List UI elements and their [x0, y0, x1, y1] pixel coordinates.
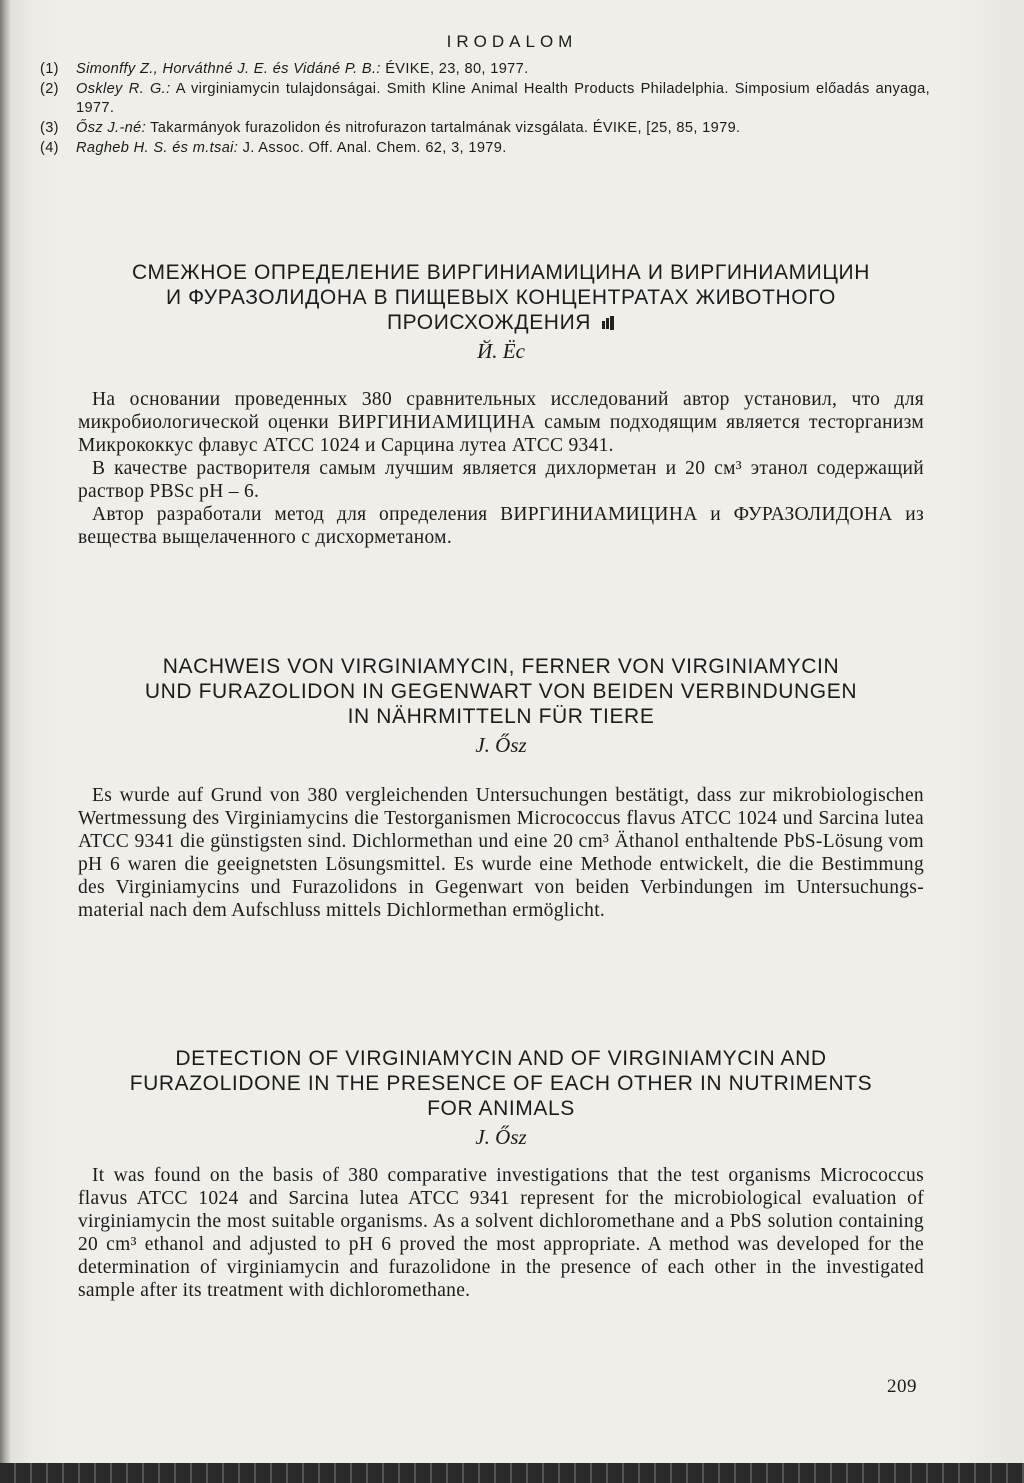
abstract-author: J. Ősz [475, 733, 527, 757]
page-number: 209 [887, 1376, 917, 1397]
abstract-title: СМЕЖНОЕ ОПРЕДЕЛЕНИЕ ВИРГИНИАМИЦИНА И ВИРГИНИАМИЦИН И ФУРАЗОЛИДОНА В ПИЩЕВЫХ КОНЦЕНТРАТАХ ЖИВОТНОГО ПРОИСХОЖДЕНИЯ [132, 261, 870, 334]
reference-list [40, 60, 930, 159]
reference-text: A virginiamycin tulajdonságai. Smith Kline Animal Health Products Philadelphia. Simposium előadás anyaga, 1977. [76, 81, 930, 116]
abstract-body [78, 784, 924, 922]
ink-mark-icon [601, 315, 615, 331]
abstract-paragraph: На основании проведенных 380 сравнительных исследований автор установил, что для микробиологической оценки ВИРГИНИАМИЦИНА самым подходящим является тесторганизм Микрококкус флавус АТСС 1024 и Сарцина лутеа АТСС 9341. [78, 389, 924, 456]
running-head: IRODALOM [446, 32, 578, 51]
reference-number: (1) [40, 61, 59, 77]
abstract-paragraph: Автор разработали метод для определения ВИРГИНИАМИЦИНА и ФУРАЗОЛИДОНА из вещества выщелаченного с дисхорметаном. [78, 504, 924, 548]
binding-edge [0, 0, 10, 1483]
abstract-english [78, 1046, 924, 1302]
abstract-author: Й. Ёс [477, 339, 525, 363]
abstract-body [78, 1164, 924, 1302]
abstract-paragraph: Es wurde auf Grund von 380 vergleichenden Untersuchungen bestätigt, dass zur mikrobiologischen Wertmessung des Virginiamycins die Testorganismen Micrococcus flavus ATCC 1024 und Sarcina lutea ATCC 9341 die günstigsten sind. Dichlormethan und eine 20 cm³ Äthanol enthaltende PbS-Lösung vom pH 6 waren die geeignetsten Lösungsmittel. Es wurde eine Methode entwickelt, die die Bestimmung des Virginiamycins und Furazolidons in Gegenwart von beiden Verbindungen im Untersuchungs-material nach dem Aufschluss mittels Dichlormethan ermöglicht. [78, 785, 924, 921]
reference-authors: Ősz J.-né: [76, 120, 146, 136]
abstract-title: DETECTION OF VIRGINIAMYCIN AND OF VIRGINIAMYCIN AND FURAZOLIDONE IN THE PRESENCE OF EACH OTHER IN NUTRIMENTS FOR ANIMALS [129, 1047, 873, 1120]
reference-item [40, 139, 930, 158]
abstract-author: J. Ősz [475, 1125, 527, 1149]
abstract-paragraph: It was found on the basis of 380 comparative investigations that the test organisms Micrococcus flavus ATCC 1024 and Sarcina lutea ATCC 9341 represent for the microbiological evaluation of virginiamycin the most suitable organisms. As a solvent dichloromethane and a PbS solution containing 20 cm³ ethanol and adjusted to pH 6 proved the most appropriate. A method was developed for the determination of virginiamycin and furazolidone in the presence of each other in the investigated sample after its treatment with dichloromethane. [78, 1165, 924, 1301]
scan-bottom-edge [0, 1463, 1024, 1483]
reference-item [40, 60, 930, 79]
reference-authors: Simonffy Z., Horváthné J. E. és Vidáné P. B.: [76, 61, 381, 77]
reference-number: (2) [40, 81, 59, 97]
abstract-russian [78, 260, 924, 549]
reference-text: J. Assoc. Off. Anal. Chem. 62, 3, 1979. [242, 140, 507, 156]
reference-number: (3) [40, 120, 59, 136]
reference-item [40, 119, 930, 138]
abstract-paragraph: В качестве растворителя самым лучшим является дихлорметан и 20 см³ этанол содержащий раствор PBSc pH – 6. [78, 458, 924, 502]
reference-item [40, 80, 930, 118]
reference-authors: Oskley R. G.: [76, 81, 171, 97]
reference-text: ÉVIKE, 23, 80, 1977. [385, 61, 529, 77]
abstract-title: NACHWEIS VON VIRGINIAMYCIN, FERNER VON VIRGINIAMYCIN UND FURAZOLIDON IN GEGENWART VON BEIDEN VERBINDUNGEN IN NÄHRMITTELN FÜR TIERE [144, 655, 858, 728]
abstract-german [78, 654, 924, 922]
reference-number: (4) [40, 140, 59, 156]
abstract-body [78, 388, 924, 549]
reference-authors: Ragheb H. S. és m.tsai: [76, 140, 239, 156]
reference-text: Takarmányok furazolidon és nitrofurazon tartalmának vizsgálata. ÉVIKE, [25, 85, 1979. [150, 120, 741, 136]
